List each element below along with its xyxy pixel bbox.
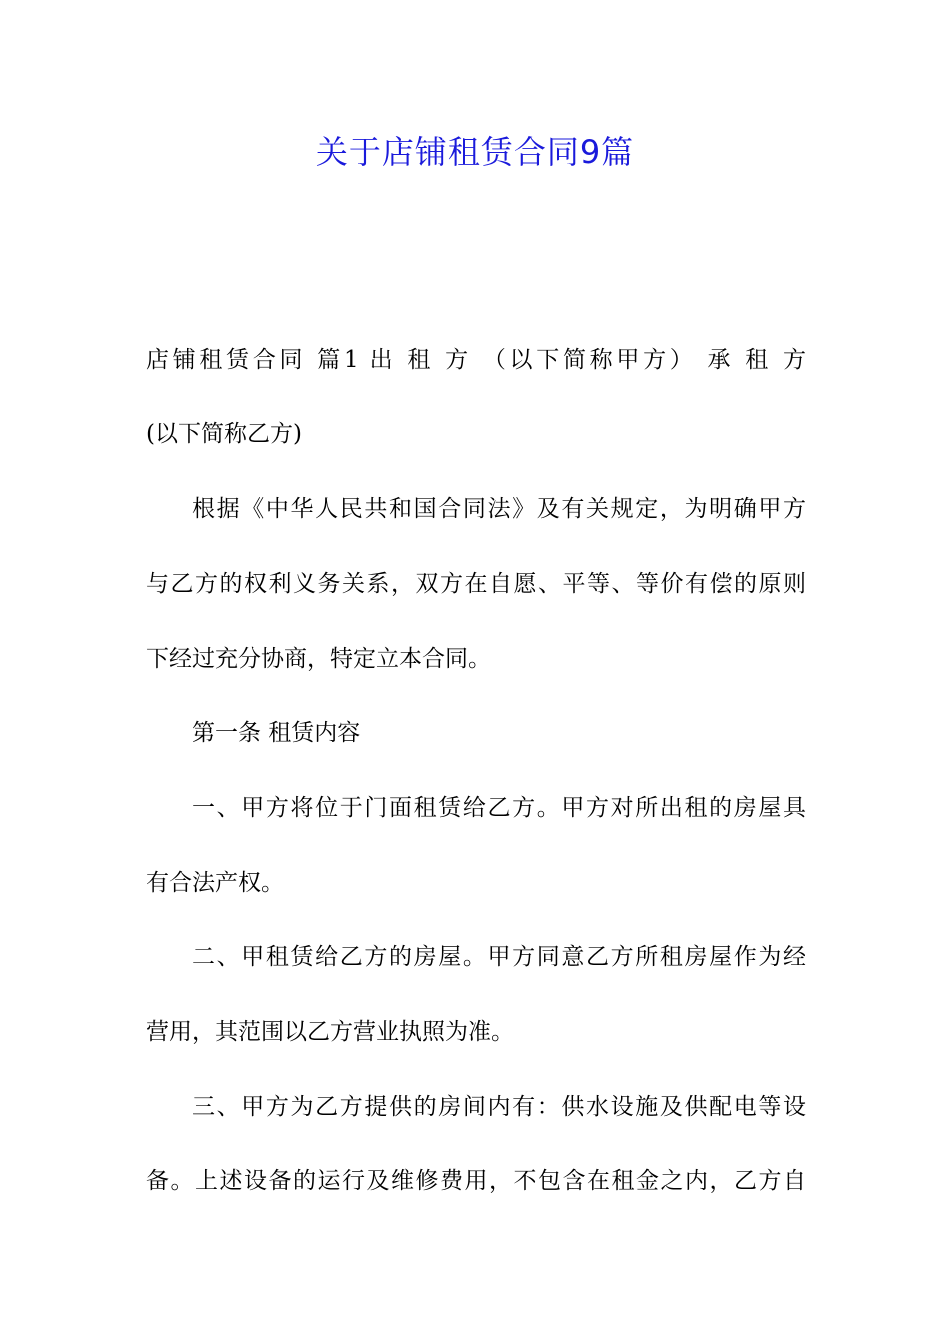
text-line-2: (以下简称乙方) <box>146 421 302 447</box>
clause-3-line-2: 备。上述设备的运行及维修费用，不包含在租金之内，乙方自 <box>146 1168 806 1194</box>
clause-1-line-2: 有合法产权。 <box>146 870 284 896</box>
clause-2-line-2: 营用，其范围以乙方营业执照为准。 <box>146 1019 514 1045</box>
clause-3-line-1: 三、甲方为乙方提供的房间内有：供水设施及供配电等设 <box>192 1094 806 1120</box>
paragraph-1-line-2: 与乙方的权利义务关系，双方在自愿、平等、等价有偿的原则 <box>146 571 806 597</box>
document-title: 关于店铺租赁合同9篇 <box>315 133 635 171</box>
clause-2-line-1: 二、甲租赁给乙方的房屋。甲方同意乙方所租房屋作为经 <box>192 944 806 970</box>
clause-1-line-1: 一、甲方将位于门面租赁给乙方。甲方对所出租的房屋具 <box>192 795 806 821</box>
section-heading: 第一条 租赁内容 <box>192 720 361 746</box>
text-line-1: 店铺租赁合同 篇1 出 租 方 （以下简称甲方） 承 租 方 <box>146 347 806 373</box>
paragraph-1-line-1: 根据《中华人民共和国合同法》及有关规定，为明确甲方 <box>192 496 806 522</box>
paragraph-1-line-3: 下经过充分协商，特定立本合同。 <box>146 646 491 672</box>
